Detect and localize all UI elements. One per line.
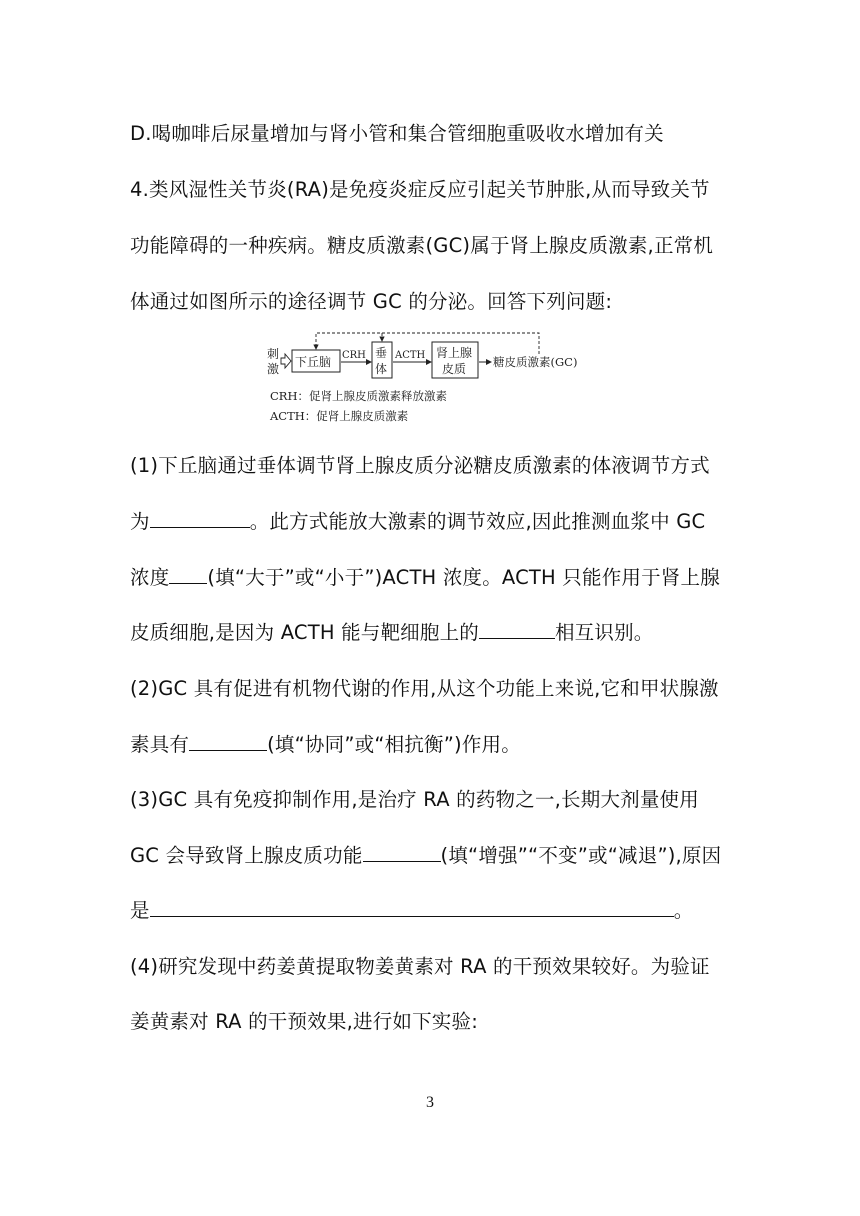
page-number: 3 xyxy=(426,1094,434,1111)
stimulus-label-2: 激 xyxy=(267,362,280,376)
crh-label: CRH xyxy=(342,350,366,361)
answer-blank-2[interactable] xyxy=(169,565,207,584)
answer-blank-1[interactable] xyxy=(150,509,250,528)
answer-blank-5[interactable] xyxy=(363,843,441,862)
stimulus-arrow-icon xyxy=(281,354,291,368)
answer-blank-6[interactable] xyxy=(150,898,674,917)
text-seg: GC 会导致肾上腺皮质功能 xyxy=(130,844,363,867)
text-seg: 。 xyxy=(673,899,694,922)
crh-note: CRH：促肾上腺皮质激素释放激素 xyxy=(270,389,447,403)
hypothalamus-label: 下丘脑 xyxy=(295,355,332,369)
text-line-8 xyxy=(130,620,654,646)
text-line-13 xyxy=(130,898,693,924)
pituitary-label-2: 体 xyxy=(375,362,388,376)
text-line-11: (3)GC 具有免疫抑制作用,是治疗 RA 的药物之一,长期大剂量使用 xyxy=(130,788,699,811)
adrenal-label-1: 肾上腺 xyxy=(436,346,473,360)
text-line-1: D.喝咖啡后尿量增加与肾小管和集合管细胞重吸收水增加有关 xyxy=(130,122,664,145)
text-seg: (填“大于”或“小于”)ACTH 浓度。ACTH 只能作用于肾上腺 xyxy=(207,566,720,589)
acth-note: ACTH：促肾上腺皮质激素 xyxy=(270,409,409,423)
text-line-9: (2)GC 具有促进有机物代谢的作用,从这个功能上来说,它和甲状腺激 xyxy=(130,677,719,700)
text-line-12 xyxy=(130,843,721,869)
text-line-2: 4.类风湿性关节炎(RA)是免疫炎症反应引起关节肿胀,从而导致关节 xyxy=(130,178,710,201)
text-seg: 为 xyxy=(130,510,150,533)
text-line-14: (4)研究发现中药姜黄提取物姜黄素对 RA 的干预效果较好。为验证 xyxy=(130,955,710,978)
text-line-3: 功能障碍的一种疾病。糖皮质激素(GC)属于肾上腺皮质激素,正常机 xyxy=(130,234,714,257)
pituitary-label-1: 垂 xyxy=(375,346,388,360)
answer-blank-3[interactable] xyxy=(479,620,555,639)
text-line-7 xyxy=(130,565,720,591)
text-seg: (填“协同”或“相抗衡”)作用。 xyxy=(267,733,521,756)
stimulus-label-1: 刺 xyxy=(267,347,280,361)
text-seg: (填“增强”“不变”或“减退”),原因 xyxy=(440,844,722,867)
text-line-15: 姜黄素对 RA 的干预效果,进行如下实验: xyxy=(130,1010,478,1033)
text-seg: 。此方式能放大激素的调节效应,因此推测血浆中 GC xyxy=(249,510,706,533)
gc-label: 糖皮质激素(GC) xyxy=(493,355,578,369)
text-line-10 xyxy=(130,732,521,758)
answer-blank-4[interactable] xyxy=(189,732,267,751)
text-line-6 xyxy=(130,509,705,535)
adrenal-label-2: 皮质 xyxy=(442,362,467,376)
gc-regulation-diagram xyxy=(265,328,605,432)
text-seg: 皮质细胞,是因为 ACTH 能与靶细胞上的 xyxy=(130,621,479,644)
text-seg: 是 xyxy=(130,899,150,922)
text-line-4: 体通过如图所示的途径调节 GC 的分泌。回答下列问题: xyxy=(130,290,613,313)
text-seg: 素具有 xyxy=(130,733,190,756)
text-line-5: (1)下丘脑通过垂体调节肾上腺皮质分泌糖皮质激素的体液调节方式 xyxy=(130,454,710,477)
text-seg: 相互识别。 xyxy=(554,621,654,644)
text-seg: 浓度 xyxy=(130,566,170,589)
acth-label: ACTH xyxy=(395,350,426,361)
